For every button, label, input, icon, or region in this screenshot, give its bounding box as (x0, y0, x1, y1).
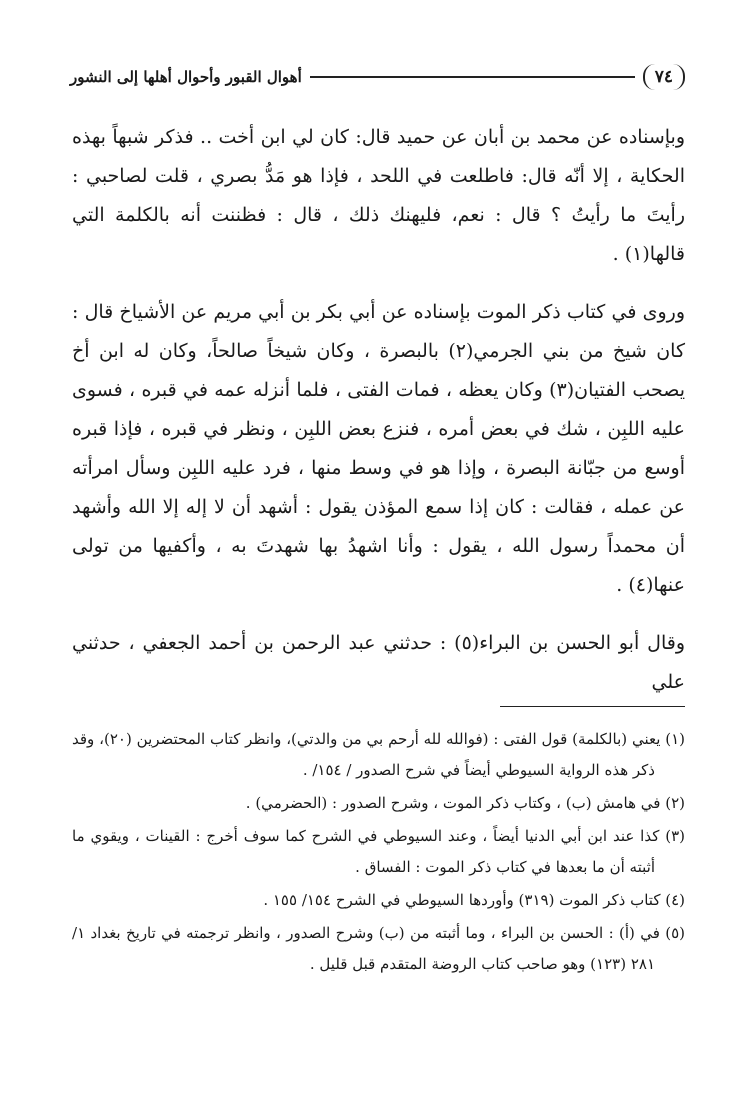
footnote-5: (٥) في (أ) : الحسن بن البراء ، وما أثبته من (ب) وشرح الصدور ، وانظر ترجمته في تاريخ بغداد ١/ ٢٨١ (١٢٣) وهو صاحب كتاب الروضة المتقدم قبل قليل . (72, 924, 685, 973)
main-text (72, 118, 685, 702)
footnote-2: (٢) في هامش (ب) ، وكتاب ذكر الموت ، وشرح الصدور : (الحضرمي) . (245, 794, 685, 812)
page-header (70, 60, 685, 94)
footnote-4: (٤) كتاب ذكر الموت (٣١٩) وأوردها السيوطي في الشرح ١٥٤/ ١٥٥ . (263, 891, 685, 909)
paragraph-1: وبإسناده عن محمد بن أبان عن حميد قال: كان لي ابن أخت .. فذكر شبهاً بهذه الحكاية ، إلا أنّه قال: فاطلعت في اللحد ، فإذا هو مَدُّ بصري ، قلت لصاحبي : رأيتَ ما رأيتُ ؟ قال : نعم، فليهنك ذلك ، قال : فظننت أنه بالكلمة التي قالها(١) . (72, 126, 685, 265)
footnotes (72, 724, 685, 982)
footnote-1: (١) يعني (بالكلمة) قول الفتى : (فوالله لله أرحم بي من والدتي)، وانظر كتاب المحتضرين (٢٠)، وقد ذكر هذه الرواية السيوطي أيضاً في شرح الصدور / ١٥٤/ . (72, 730, 686, 779)
paragraph-3: وقال أبو الحسن بن البراء(٥) : حدثني عبد الرحمن بن أحمد الجعفي ، حدثني علي (72, 632, 685, 693)
page-number: ٧٤ (643, 64, 685, 90)
footnote-3: (٣) كذا عند ابن أبي الدنيا أيضاً ، وعند السيوطي في الشرح كما سوف أخرج : القينات ، ويقوي ما أثبته أن ما بعدها في كتاب ذكر الموت : الفساق . (72, 827, 685, 876)
running-title: أهوال القبور وأحوال أهلها إلى النشور (70, 68, 302, 86)
footnote-separator (500, 706, 685, 707)
header-divider (310, 76, 635, 78)
paragraph-2: وروى في كتاب ذكر الموت بإسناده عن أبي بكر بن أبي مريم عن الأشياخ قال : كان شيخ من بني الجرمي(٢) بالبصرة ، وكان شيخاً صالحاً، وكان له ابن أخ يصحب الفتيان(٣) وكان يعظه ، فمات الفتى ، فلما أنزله عمه في قبره ، فسوى عليه اللبِن ، شك في بعض أمره ، فنزع بعض اللبِن ، ونظر في قبره ، فإذا قبره أوسع من جبّانة البصرة ، وإذا هو في وسط منها ، فرد عليه اللبِن وسأل امرأته عن عمله ، فقالت : كان إذا سمع المؤذن يقول : أشهد أن لا إله إلا الله وأشهد أن محمداً رسول الله ، يقول : وأنا اشهدُ بها شهدتَ به ، وأكفيها من تولى عنها(٤) . (72, 301, 686, 596)
